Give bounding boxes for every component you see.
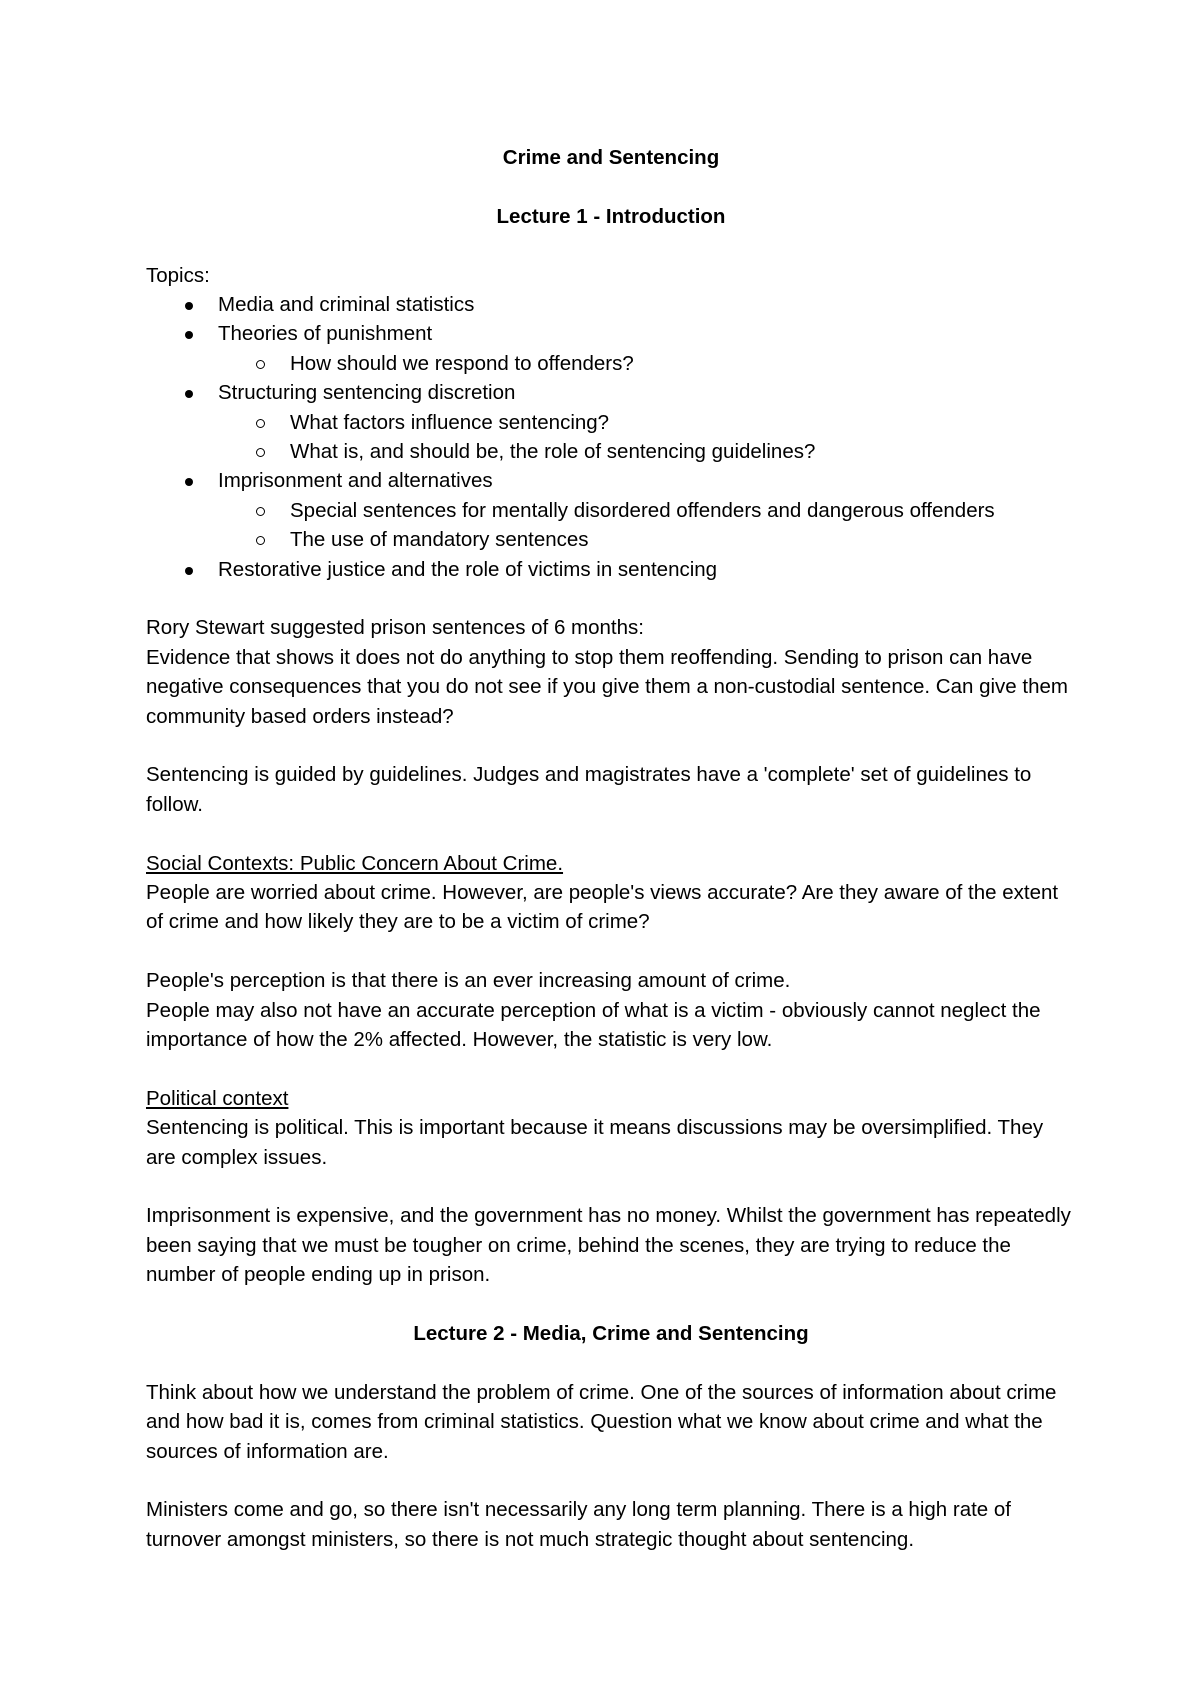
- lecture-1-heading: Lecture 1 - Introduction: [496, 204, 726, 228]
- circle-bullet-icon: [256, 360, 265, 369]
- subtopic-label: What is, and should be, the role of sentencing guidelines?: [290, 440, 816, 463]
- topic-item: [146, 319, 1076, 378]
- topic-label: Structuring sentencing discretion: [218, 381, 516, 405]
- lecture-2-heading: Lecture 2 - Media, Crime and Sentencing: [413, 1322, 809, 1346]
- bullet-icon: [185, 331, 193, 339]
- bullet-icon: [185, 390, 193, 398]
- topic-label: Theories of punishment: [218, 322, 433, 346]
- topics-label: Topics:: [146, 263, 210, 287]
- subtopic-list: [218, 408, 1076, 467]
- paragraph-understand-crime: Think about how we understand the problem of crime. One of the sources of information about crime and how bad it is, comes from criminal statistics. Question what we know about crime and what the sources of information are.: [146, 1380, 1057, 1463]
- document-page: [146, 143, 1076, 1554]
- section-heading-political-context: Political context: [146, 1086, 289, 1110]
- paragraph-imprisonment: Imprisonment is expensive, and the government has no money. Whilst the government has repeatedly been saying that we must be tougher on crime, behind the scenes, they are trying to reduce the number of people ending up in prison.: [146, 1204, 1071, 1287]
- bullet-icon: [185, 478, 193, 486]
- subtopic-label: Special sentences for mentally disordered offenders and dangerous offenders: [290, 498, 995, 522]
- topics-list: [146, 290, 1076, 584]
- topic-item: [146, 466, 1076, 554]
- paragraph-rory-evidence: Evidence that shows it does not do anything to stop them reoffending. Sending to prison can have negative consequences that you do not see if you give them a non-custodial sentence. Can give them community based orders instead?: [146, 645, 1068, 728]
- document-title: Crime and Sentencing: [502, 146, 720, 169]
- subtopic-label: What factors influence sentencing?: [290, 410, 610, 434]
- circle-bullet-icon: [256, 536, 265, 545]
- subtopic-label: How should we respond to offenders?: [290, 351, 634, 375]
- circle-bullet-icon: [256, 507, 265, 516]
- paragraph-political: Sentencing is political. This is important because it means discussions may be oversimplified. They are complex issues.: [146, 1116, 1044, 1169]
- topic-label: Imprisonment and alternatives: [218, 469, 493, 493]
- subtopic-label: The use of mandatory sentences: [290, 528, 589, 552]
- subtopic-item: [218, 437, 1076, 466]
- subtopic-item: [218, 496, 1076, 525]
- topic-item: [146, 290, 1076, 319]
- circle-bullet-icon: [256, 419, 265, 428]
- topic-label: Restorative justice and the role of victims in sentencing: [218, 557, 718, 581]
- bullet-icon: [185, 302, 193, 310]
- section-heading-social-contexts: Social Contexts: Public Concern About Crime.: [146, 851, 564, 875]
- paragraph-rory-intro: Rory Stewart suggested prison sentences of 6 months:: [146, 616, 644, 640]
- subtopic-item: [218, 525, 1076, 554]
- paragraph-perception-2: People may also not have an accurate perception of what is a victim - obviously cannot neglect the importance of how the 2% affected. However, the statistic is very low.: [146, 998, 1041, 1052]
- topic-label: Media and criminal statistics: [218, 292, 475, 316]
- paragraph-perception-1: People's perception is that there is an ever increasing amount of crime.: [146, 969, 791, 993]
- subtopic-item: [218, 349, 1076, 378]
- bullet-icon: [185, 567, 193, 575]
- subtopic-list: [218, 496, 1076, 555]
- paragraph-social: People are worried about crime. However, are people's views accurate? Are they aware of the extent of crime and how likely they are to be a victim of crime?: [146, 881, 1059, 934]
- subtopic-list: [218, 349, 1076, 378]
- subtopic-item: [218, 408, 1076, 437]
- paragraph-ministers: Ministers come and go, so there isn't necessarily any long term planning. There is a high rate of turnover amongst ministers, so there is not much strategic thought about sentencing.: [146, 1498, 1011, 1551]
- topic-item: [146, 555, 1076, 584]
- topic-item: [146, 378, 1076, 466]
- circle-bullet-icon: [256, 448, 265, 457]
- paragraph-guidelines: Sentencing is guided by guidelines. Judges and magistrates have a 'complete' set of guidelines to follow.: [146, 763, 1032, 816]
